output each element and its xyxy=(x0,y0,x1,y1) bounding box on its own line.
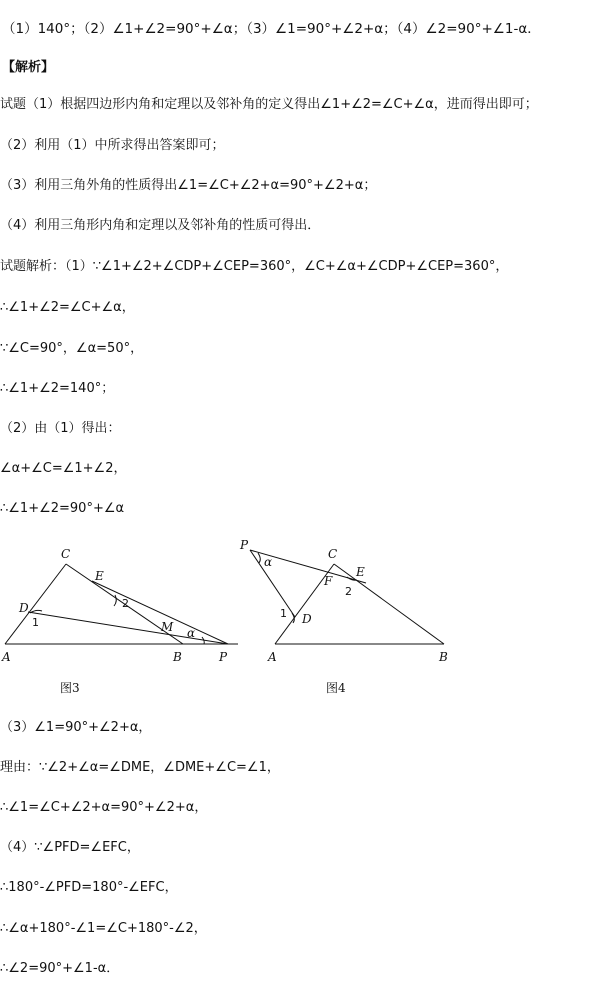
fig3-line-dp xyxy=(28,612,228,644)
fig4-angle-1-arc xyxy=(292,613,294,623)
fig4-label-a: A xyxy=(268,650,277,664)
fig3-label-a: A xyxy=(2,650,11,664)
solution-line-4: ∴∠1+∠2=140°； xyxy=(0,381,115,396)
answer-line: （1）140°；（2）∠1+∠2=90°+∠α；（3）∠1=90°+∠2+α；（4）∠2=90°+∠1-α． xyxy=(2,21,541,37)
fig4-angle-alpha-arc xyxy=(258,553,260,563)
solution2-line-3: ∴∠1=∠C+∠2+α=90°+∠2+α， xyxy=(0,800,208,815)
solution2-line-2: 理由：∵∠2+∠α=∠DME，∠DME+∠C=∠1， xyxy=(0,760,280,775)
fig4-label-p: P xyxy=(240,538,249,552)
figures xyxy=(0,533,614,705)
fig4-line-cb xyxy=(334,564,444,644)
fig3-label-m: M xyxy=(161,620,174,634)
fig3-label-1: 1 xyxy=(32,616,39,629)
fig3-label-e: E xyxy=(95,569,104,583)
fig4-caption: 图4 xyxy=(326,681,346,695)
solution-line-2: ∴∠1+∠2=∠C+∠α， xyxy=(0,300,135,315)
solution2-line-7: ∴∠2=90°+∠1-α． xyxy=(0,961,120,976)
fig3-line-ep xyxy=(92,581,228,644)
fig4-label-c: C xyxy=(328,547,338,561)
fig3-line-ac xyxy=(5,564,66,644)
fig4-label-2: 2 xyxy=(345,585,352,598)
solution2-line-5: ∴180°-∠PFD=180°-∠EFC， xyxy=(0,880,178,895)
analysis-line-1: 试题（1）根据四边形内角和定理以及邻补角的定义得出∠1+∠2=∠C+∠α，进而得出即可； xyxy=(0,97,538,112)
fig4-label-alpha: α xyxy=(264,555,273,569)
analysis-line-4: （4）利用三角形内角和定理以及邻补角的性质可得出． xyxy=(0,218,321,233)
geometry-figures xyxy=(0,533,614,705)
fig3-label-d: D xyxy=(19,601,29,615)
analysis-line-2: （2）利用（1）中所求得出答案即可； xyxy=(0,138,225,153)
fig3-label-b: B xyxy=(173,650,182,664)
solution-line-5: （2）由（1）得出： xyxy=(0,421,121,436)
fig3-caption: 图3 xyxy=(60,681,80,695)
fig3-label-c: C xyxy=(61,547,71,561)
fig4-label-b: B xyxy=(439,650,448,664)
analysis-title: 【解析】 xyxy=(2,60,55,75)
solution-line-1: 试题解析：（1）∵∠1+∠2+∠CDP+∠CEP=360°，∠C+∠α+∠CDP+∠CEP=360°， xyxy=(0,259,509,274)
solution-line-7: ∴∠1+∠2=90°+∠α xyxy=(0,501,125,516)
fig4-label-f: F xyxy=(324,574,333,588)
analysis-line-3: （3）利用三角外角的性质得出∠1=∠C+∠2+α=90°+∠2+α； xyxy=(0,178,377,193)
fig3-label-p: P xyxy=(219,650,228,664)
fig4-label-1: 1 xyxy=(280,607,287,620)
solution2-line-6: ∴∠α+180°-∠1=∠C+180°-∠2， xyxy=(0,921,207,936)
solution-line-6: ∠α+∠C=∠1+∠2， xyxy=(0,461,127,476)
fig3-label-alpha: α xyxy=(187,626,196,640)
solution2-line-4: （4）∵∠PFD=∠EFC， xyxy=(0,840,140,855)
fig4-line-pd xyxy=(250,550,295,617)
fig4-label-e: E xyxy=(356,565,365,579)
fig4-label-d: D xyxy=(302,612,312,626)
fig3-label-2: 2 xyxy=(122,597,129,610)
solution-line-3: ∵∠C=90°，∠α=50°， xyxy=(0,341,144,356)
solution2-line-1: （3）∠1=90°+∠2+α， xyxy=(0,720,152,735)
